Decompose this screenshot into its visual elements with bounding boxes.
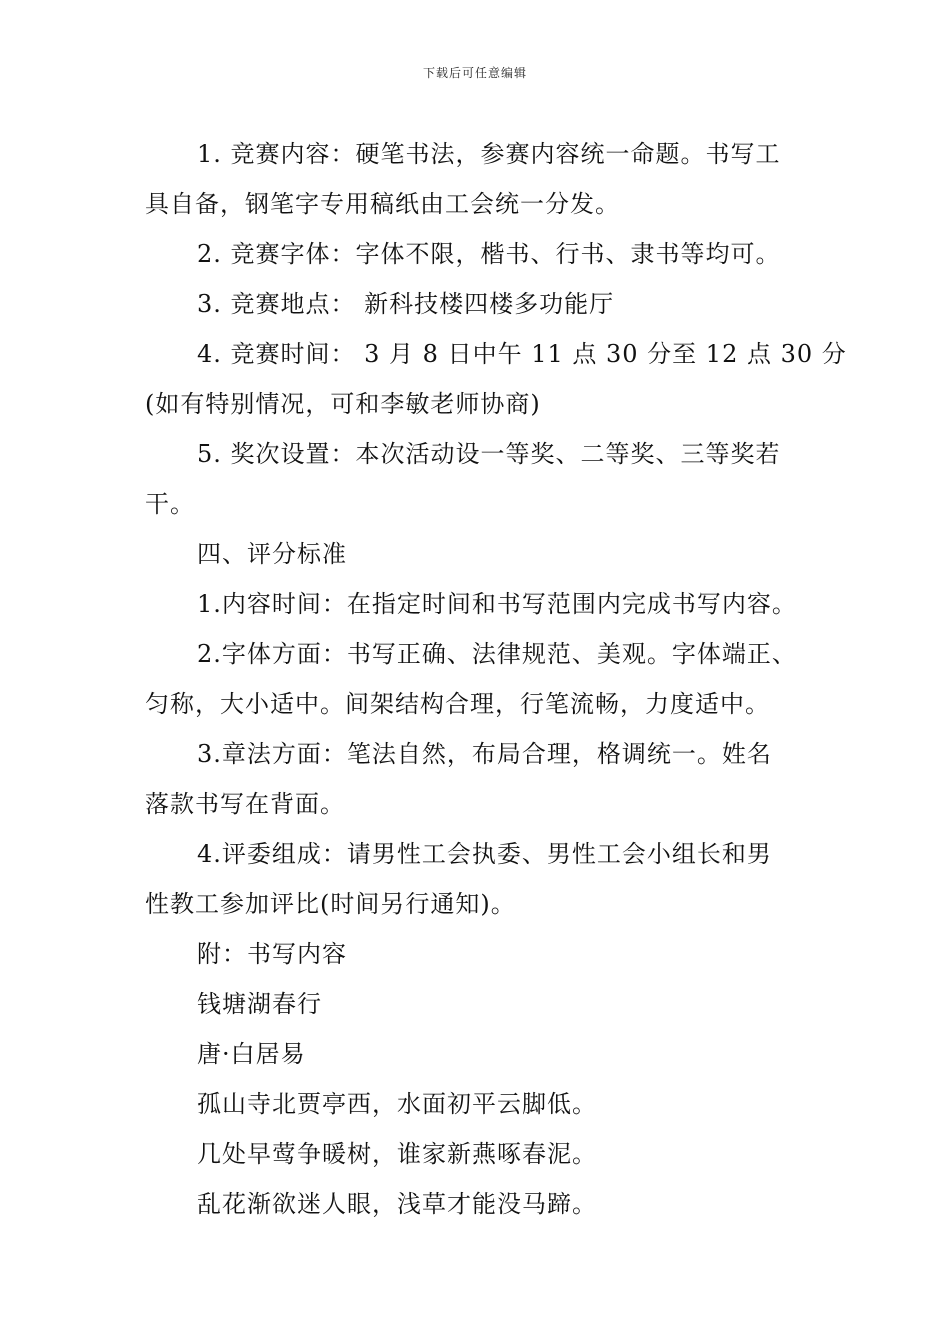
paragraph-line: 落款书写在背面。 bbox=[145, 790, 345, 818]
section-heading: 四、评分标准 bbox=[197, 540, 347, 568]
appendix-label: 附：书写内容 bbox=[197, 940, 347, 968]
paragraph-line: (如有特别情况，可和李敏老师协商) bbox=[145, 390, 541, 418]
paragraph-line: 4.评委组成：请男性工会执委、男性工会小组长和男 bbox=[197, 840, 772, 868]
paragraph-line: 1. 竞赛内容：硬笔书法，参赛内容统一命题。书写工 bbox=[197, 140, 781, 168]
paragraph-line: 干。 bbox=[145, 490, 195, 518]
poem-title: 钱塘湖春行 bbox=[197, 990, 322, 1018]
poem-author: 唐·白居易 bbox=[197, 1040, 306, 1068]
paragraph-line: 性教工参加评比(时间另行通知)。 bbox=[145, 890, 516, 918]
paragraph-line: 2.字体方面：书写正确、法律规范、美观。字体端正、 bbox=[197, 640, 797, 668]
paragraph-line: 1.内容时间：在指定时间和书写范围内完成书写内容。 bbox=[197, 590, 797, 618]
poem-line: 孤山寺北贾亭西，水面初平云脚低。 bbox=[197, 1090, 597, 1118]
poem-line: 几处早莺争暖树，谁家新燕啄春泥。 bbox=[197, 1140, 597, 1168]
poem-line: 乱花渐欲迷人眼，浅草才能没马蹄。 bbox=[197, 1190, 597, 1218]
paragraph-line: 匀称，大小适中。间架结构合理，行笔流畅，力度适中。 bbox=[145, 690, 770, 718]
page-header: 下载后可任意编辑 bbox=[422, 66, 527, 80]
paragraph-line: 4. 竞赛时间： 3 月 8 日中午 11 点 30 分至 12 点 30 分 bbox=[197, 340, 847, 368]
document-body bbox=[145, 129, 847, 1229]
paragraph-line: 3.章法方面：笔法自然，布局合理，格调统一。姓名 bbox=[197, 740, 772, 768]
paragraph-line: 5. 奖次设置：本次活动设一等奖、二等奖、三等奖若 bbox=[197, 440, 781, 468]
paragraph-line: 3. 竞赛地点： 新科技楼四楼多功能厅 bbox=[197, 290, 615, 318]
paragraph-line: 2. 竞赛字体：字体不限，楷书、行书、隶书等均可。 bbox=[197, 240, 781, 268]
paragraph-line: 具自备，钢笔字专用稿纸由工会统一分发。 bbox=[145, 190, 620, 218]
